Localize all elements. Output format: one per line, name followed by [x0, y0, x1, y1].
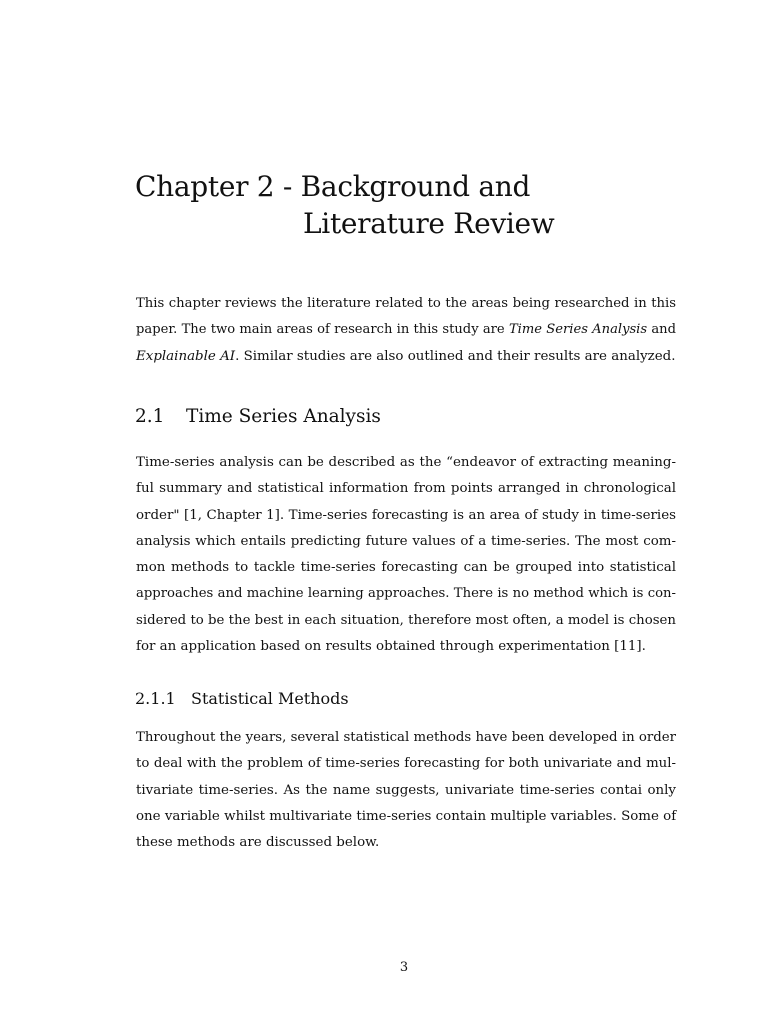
paragraph-line: mon methods to tackle time-series forecasting can be grouped into statistical — [136, 560, 676, 576]
intro-line-3-text: . Similar studies are also outlined and their results are analyzed. — [235, 348, 676, 364]
paragraph-line: one variable whilst multivariate time-series contain multiple variables. Some of — [136, 808, 677, 824]
chapter-title-line-2: Literature Review — [303, 207, 555, 240]
page-number: 3 — [399, 960, 409, 975]
paragraph-line: tivariate time-series. As the name suggests, univariate time-series contai only — [136, 782, 676, 798]
intro-line-2 — [136, 317, 676, 343]
intro-line-3 — [136, 344, 676, 370]
paragraph-line: to deal with the problem of time-series forecasting for both univariate and mul- — [136, 756, 676, 772]
paragraph-line: approaches and machine learning approaches. There is no method which is con- — [136, 586, 676, 602]
chapter-title-line-1: Chapter 2 - Background and — [135, 170, 531, 203]
paragraph-line: ful summary and statistical information from points arranged in chronological — [136, 481, 676, 497]
intro-line-2-end: and — [647, 322, 676, 338]
section-heading-2-1 — [135, 406, 381, 427]
subsection-title: Statistical Methods — [191, 689, 349, 708]
section-title: Time Series Analysis — [186, 406, 381, 427]
paragraph-line: order" [1, Chapter 1]. Time-series forecasting is an area of study in time-series — [136, 507, 676, 523]
paragraph-line: sidered to be the best in each situation, therefore most often, a model is chosen — [136, 612, 676, 628]
subsection-heading-2-1-1 — [135, 689, 349, 708]
chapter-title — [135, 168, 554, 242]
intro-term-time-series-analysis: Time Series Analysis — [508, 322, 648, 338]
time-series-paragraph — [136, 450, 676, 660]
intro-line-2-text: paper. The two main areas of research in this study are — [136, 322, 509, 338]
paragraph-line: analysis which entails predicting future values of a time-series. The most com- — [136, 533, 676, 549]
section-number: 2.1 — [135, 406, 165, 427]
paragraph-line: Throughout the years, several statistical methods have been developed in order — [136, 730, 676, 745]
statistical-methods-paragraph — [136, 725, 676, 856]
paragraph-line: these methods are discussed below. — [136, 835, 380, 851]
paragraph-line: Time-series analysis can be described as the “endeavor of extracting meaning- — [136, 455, 676, 470]
intro-term-explainable-ai: Explainable AI — [136, 348, 236, 364]
intro-line-1: This chapter reviews the literature related to the areas being researched in this — [136, 296, 676, 311]
paragraph-line: for an application based on results obtained through experimentation [11]. — [136, 639, 646, 655]
intro-paragraph — [136, 291, 676, 370]
subsection-number: 2.1.1 — [135, 689, 176, 708]
